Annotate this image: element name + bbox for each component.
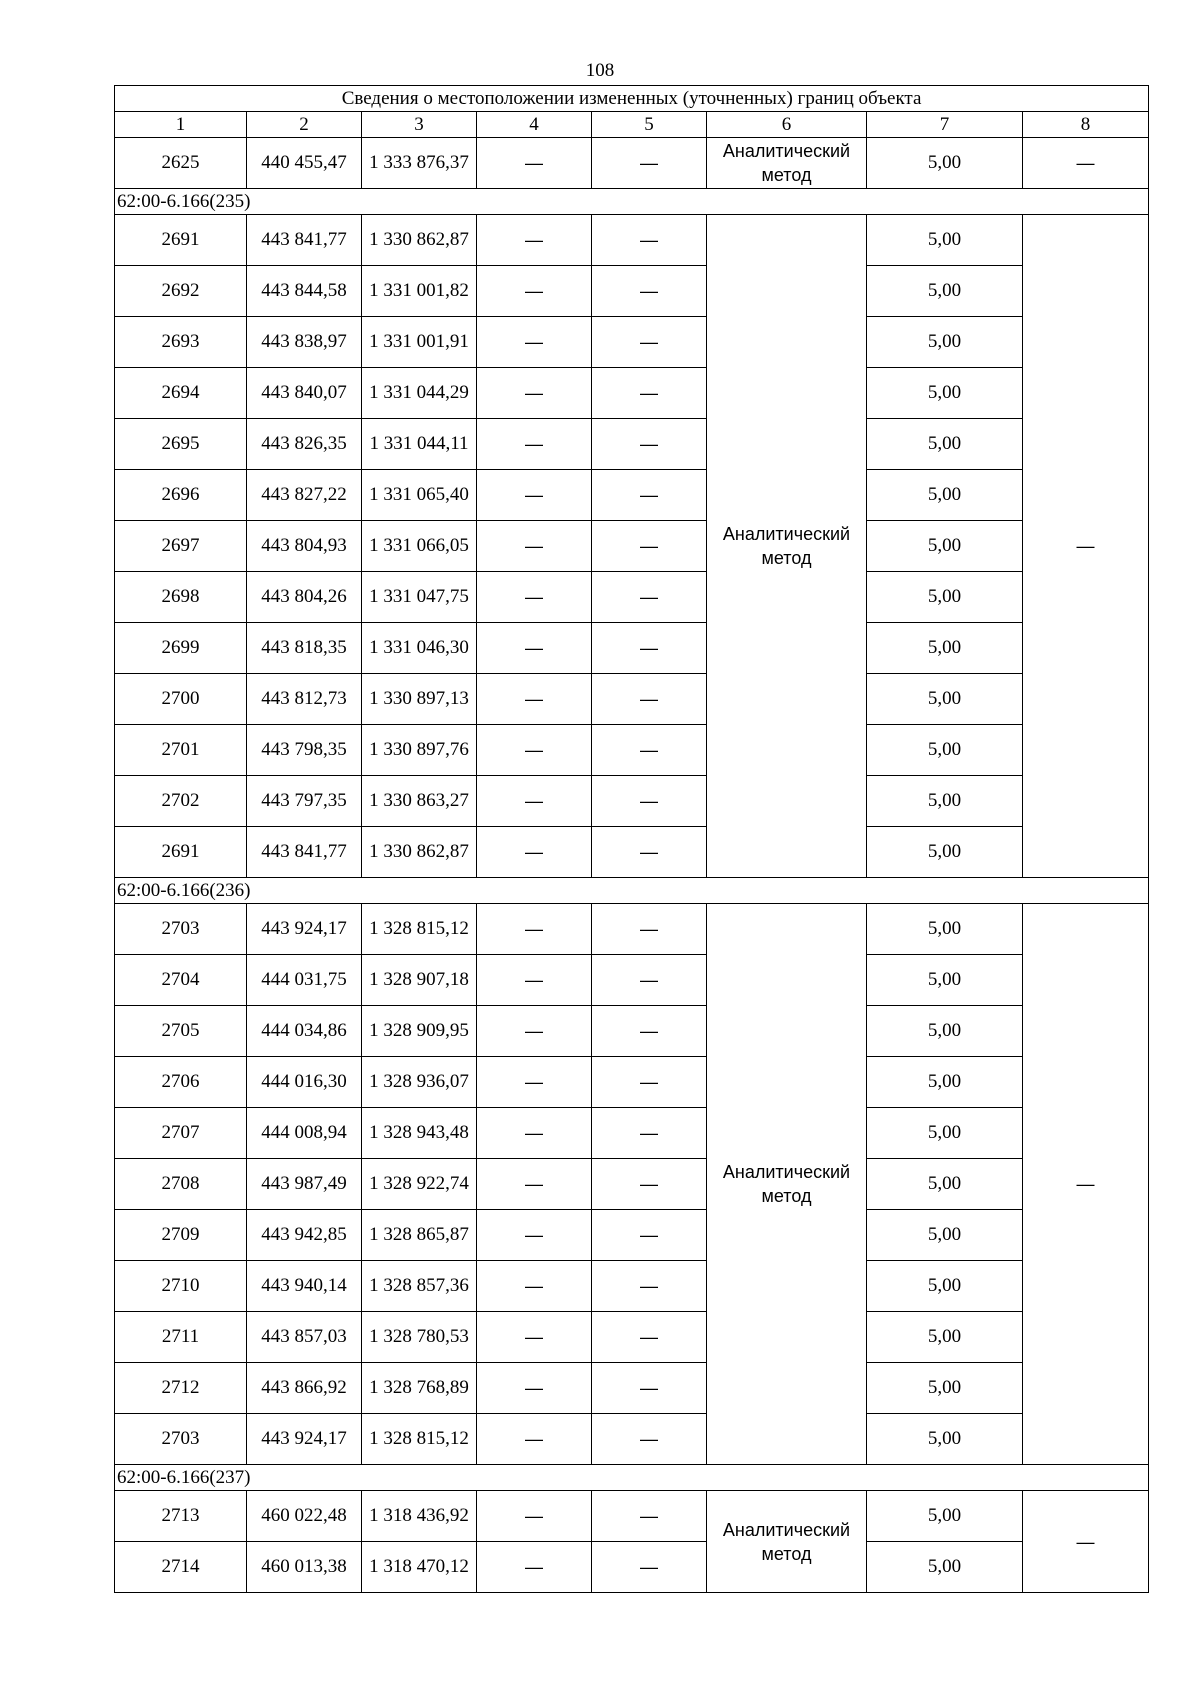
column-4-value: — — [477, 572, 592, 623]
coordinate-y: 1 333 876,37 — [362, 138, 477, 189]
coordinate-x: 444 031,75 — [247, 955, 362, 1006]
coordinate-y: 1 328 815,12 — [362, 904, 477, 955]
column-5-value: — — [592, 1210, 707, 1261]
coordinate-y: 1 330 862,87 — [362, 215, 477, 266]
method-line-2: метод — [761, 165, 812, 185]
accuracy-value: 5,00 — [867, 1542, 1023, 1593]
table-row — [115, 572, 1149, 623]
method-cell — [707, 904, 867, 1465]
point-number: 2701 — [115, 725, 247, 776]
table-row — [115, 470, 1149, 521]
column-header: 2 — [247, 112, 362, 138]
column-5-value: — — [592, 776, 707, 827]
coordinate-x: 443 987,49 — [247, 1159, 362, 1210]
coordinate-y: 1 328 768,89 — [362, 1363, 477, 1414]
point-number: 2697 — [115, 521, 247, 572]
coordinate-x: 443 841,77 — [247, 827, 362, 878]
coordinate-x: 443 804,93 — [247, 521, 362, 572]
table-row — [115, 317, 1149, 368]
accuracy-value: 5,00 — [867, 521, 1023, 572]
point-number: 2704 — [115, 955, 247, 1006]
coordinate-y: 1 328 936,07 — [362, 1057, 477, 1108]
table-row — [115, 368, 1149, 419]
column-5-value: — — [592, 470, 707, 521]
table-row — [115, 623, 1149, 674]
coordinate-x: 443 844,58 — [247, 266, 362, 317]
point-number: 2691 — [115, 215, 247, 266]
accuracy-value: 5,00 — [867, 955, 1023, 1006]
column-5-value: — — [592, 1491, 707, 1542]
method-line-2: метод — [761, 1543, 812, 1564]
coordinate-y: 1 330 862,87 — [362, 827, 477, 878]
method-line-1: Аналитический — [722, 1162, 851, 1182]
column-4-value: — — [477, 1414, 592, 1465]
point-number: 2710 — [115, 1261, 247, 1312]
table-row — [115, 1363, 1149, 1414]
coordinate-y: 1 330 897,76 — [362, 725, 477, 776]
accuracy-value: 5,00 — [867, 1261, 1023, 1312]
column-5-value: — — [592, 1542, 707, 1593]
accuracy-value: 5,00 — [867, 317, 1023, 368]
table-row — [115, 1159, 1149, 1210]
column-8-value: — — [1023, 215, 1149, 878]
accuracy-value: 5,00 — [867, 368, 1023, 419]
column-4-value: — — [477, 674, 592, 725]
boundary-coordinates-table — [114, 85, 1149, 1593]
table-row — [115, 215, 1149, 266]
coordinate-y: 1 331 001,91 — [362, 317, 477, 368]
accuracy-value: 5,00 — [867, 674, 1023, 725]
column-4-value: — — [477, 1108, 592, 1159]
page-number: 108 — [585, 60, 615, 81]
table-row — [115, 521, 1149, 572]
group-header-row — [115, 1465, 1149, 1491]
coordinate-x: 460 022,48 — [247, 1491, 362, 1542]
point-number: 2692 — [115, 266, 247, 317]
coordinate-x: 443 826,35 — [247, 419, 362, 470]
column-5-value: — — [592, 1159, 707, 1210]
method-line-1: Аналитический — [722, 524, 851, 544]
column-4-value: — — [477, 776, 592, 827]
column-5-value: — — [592, 904, 707, 955]
column-4-value: — — [477, 1491, 592, 1542]
coordinate-x: 443 942,85 — [247, 1210, 362, 1261]
coordinate-x: 443 924,17 — [247, 1414, 362, 1465]
column-4-value: — — [477, 955, 592, 1006]
column-4-value: — — [477, 1363, 592, 1414]
column-header: 4 — [477, 112, 592, 138]
accuracy-value: 5,00 — [867, 725, 1023, 776]
coordinate-y: 1 331 065,40 — [362, 470, 477, 521]
column-header: 5 — [592, 112, 707, 138]
method-cell — [707, 1491, 867, 1593]
column-5-value: — — [592, 1312, 707, 1363]
point-number: 2703 — [115, 1414, 247, 1465]
point-number: 2695 — [115, 419, 247, 470]
method-line-2: метод — [761, 1186, 812, 1206]
coordinate-y: 1 331 044,11 — [362, 419, 477, 470]
column-4-value: — — [477, 623, 592, 674]
point-number: 2696 — [115, 470, 247, 521]
coordinate-x: 443 838,97 — [247, 317, 362, 368]
column-header-row — [115, 112, 1149, 138]
point-number: 2713 — [115, 1491, 247, 1542]
coordinate-y: 1 328 909,95 — [362, 1006, 477, 1057]
column-5-value: — — [592, 1414, 707, 1465]
point-number: 2700 — [115, 674, 247, 725]
column-5-value: — — [592, 419, 707, 470]
column-8-value: — — [1023, 1491, 1149, 1593]
table-row — [115, 1210, 1149, 1261]
point-number: 2705 — [115, 1006, 247, 1057]
point-number: 2691 — [115, 827, 247, 878]
column-8-value: — — [1023, 138, 1149, 189]
coordinate-y: 1 328 943,48 — [362, 1108, 477, 1159]
method-line-1: Аналитический — [722, 1519, 851, 1540]
table-row — [115, 827, 1149, 878]
accuracy-value: 5,00 — [867, 1006, 1023, 1057]
point-number: 2714 — [115, 1542, 247, 1593]
coordinate-y: 1 331 044,29 — [362, 368, 477, 419]
column-4-value: — — [477, 827, 592, 878]
column-4-value: — — [477, 1159, 592, 1210]
coordinate-y: 1 331 001,82 — [362, 266, 477, 317]
table-row — [115, 725, 1149, 776]
column-5-value: — — [592, 368, 707, 419]
coordinate-y: 1 328 922,74 — [362, 1159, 477, 1210]
coordinate-x: 443 804,26 — [247, 572, 362, 623]
column-4-value: — — [477, 317, 592, 368]
coordinate-y: 1 318 436,92 — [362, 1491, 477, 1542]
coordinate-x: 444 016,30 — [247, 1057, 362, 1108]
table-title-row — [115, 86, 1149, 112]
column-5-value: — — [592, 674, 707, 725]
parcel-id: 62:00-6.166(236) — [115, 878, 1149, 904]
table-row — [115, 904, 1149, 955]
point-number: 2712 — [115, 1363, 247, 1414]
table-row — [115, 1414, 1149, 1465]
column-5-value: — — [592, 1363, 707, 1414]
table-row — [115, 138, 1149, 189]
column-4-value: — — [477, 1261, 592, 1312]
column-5-value: — — [592, 215, 707, 266]
coordinate-x: 443 818,35 — [247, 623, 362, 674]
table-row — [115, 776, 1149, 827]
accuracy-value: 5,00 — [867, 419, 1023, 470]
table-row — [115, 1108, 1149, 1159]
point-number: 2711 — [115, 1312, 247, 1363]
column-5-value: — — [592, 266, 707, 317]
point-number: 2625 — [115, 138, 247, 189]
column-4-value: — — [477, 138, 592, 189]
coordinate-x: 443 841,77 — [247, 215, 362, 266]
accuracy-value: 5,00 — [867, 776, 1023, 827]
accuracy-value: 5,00 — [867, 1491, 1023, 1542]
point-number: 2707 — [115, 1108, 247, 1159]
table-row — [115, 1006, 1149, 1057]
coordinate-x: 443 924,17 — [247, 904, 362, 955]
table-row — [115, 955, 1149, 1006]
parcel-id: 62:00-6.166(235) — [115, 189, 1149, 215]
accuracy-value: 5,00 — [867, 266, 1023, 317]
column-5-value: — — [592, 623, 707, 674]
accuracy-value: 5,00 — [867, 1414, 1023, 1465]
accuracy-value: 5,00 — [867, 1210, 1023, 1261]
column-4-value: — — [477, 1006, 592, 1057]
coordinate-x: 443 798,35 — [247, 725, 362, 776]
table-row — [115, 1542, 1149, 1593]
column-5-value: — — [592, 572, 707, 623]
accuracy-value: 5,00 — [867, 1312, 1023, 1363]
table-row — [115, 266, 1149, 317]
column-5-value: — — [592, 521, 707, 572]
column-4-value: — — [477, 1542, 592, 1593]
coordinate-x: 443 840,07 — [247, 368, 362, 419]
coordinate-y: 1 331 046,30 — [362, 623, 477, 674]
accuracy-value: 5,00 — [867, 572, 1023, 623]
column-4-value: — — [477, 904, 592, 955]
table-row — [115, 1312, 1149, 1363]
column-5-value: — — [592, 1108, 707, 1159]
column-4-value: — — [477, 1057, 592, 1108]
coordinate-x: 444 008,94 — [247, 1108, 362, 1159]
column-4-value: — — [477, 1312, 592, 1363]
column-5-value: — — [592, 1261, 707, 1312]
accuracy-value: 5,00 — [867, 1159, 1023, 1210]
column-5-value: — — [592, 827, 707, 878]
coordinate-x: 460 013,38 — [247, 1542, 362, 1593]
accuracy-value: 5,00 — [867, 623, 1023, 674]
column-4-value: — — [477, 470, 592, 521]
column-5-value: — — [592, 725, 707, 776]
column-header: 7 — [867, 112, 1023, 138]
column-8-value: — — [1023, 904, 1149, 1465]
method-line-2: метод — [761, 548, 812, 568]
accuracy-value: 5,00 — [867, 470, 1023, 521]
accuracy-value: 5,00 — [867, 1363, 1023, 1414]
coordinate-y: 1 328 815,12 — [362, 1414, 477, 1465]
point-number: 2709 — [115, 1210, 247, 1261]
coordinate-y: 1 330 897,13 — [362, 674, 477, 725]
column-5-value: — — [592, 955, 707, 1006]
table-row — [115, 674, 1149, 725]
point-number: 2706 — [115, 1057, 247, 1108]
column-5-value: — — [592, 138, 707, 189]
coordinate-x: 443 857,03 — [247, 1312, 362, 1363]
coordinate-y: 1 331 066,05 — [362, 521, 477, 572]
point-number: 2698 — [115, 572, 247, 623]
point-number: 2708 — [115, 1159, 247, 1210]
accuracy-value: 5,00 — [867, 138, 1023, 189]
coordinate-y: 1 331 047,75 — [362, 572, 477, 623]
coordinate-x: 444 034,86 — [247, 1006, 362, 1057]
point-number: 2693 — [115, 317, 247, 368]
point-number: 2694 — [115, 368, 247, 419]
column-4-value: — — [477, 725, 592, 776]
column-4-value: — — [477, 521, 592, 572]
point-number: 2699 — [115, 623, 247, 674]
column-5-value: — — [592, 1006, 707, 1057]
accuracy-value: 5,00 — [867, 1057, 1023, 1108]
coordinate-y: 1 330 863,27 — [362, 776, 477, 827]
table-row — [115, 1491, 1149, 1542]
accuracy-value: 5,00 — [867, 904, 1023, 955]
column-header: 8 — [1023, 112, 1149, 138]
group-header-row — [115, 878, 1149, 904]
coordinate-y: 1 328 907,18 — [362, 955, 477, 1006]
parcel-id: 62:00-6.166(237) — [115, 1465, 1149, 1491]
column-4-value: — — [477, 1210, 592, 1261]
coordinate-x: 443 797,35 — [247, 776, 362, 827]
point-number: 2702 — [115, 776, 247, 827]
accuracy-value: 5,00 — [867, 215, 1023, 266]
point-number: 2703 — [115, 904, 247, 955]
table-title: Сведения о местоположении измененных (уточненных) границ объекта — [115, 86, 1149, 112]
coordinate-x: 443 866,92 — [247, 1363, 362, 1414]
column-header: 1 — [115, 112, 247, 138]
coordinate-x: 440 455,47 — [247, 138, 362, 189]
table-row — [115, 1057, 1149, 1108]
method-cell — [707, 215, 867, 878]
column-header: 3 — [362, 112, 477, 138]
column-4-value: — — [477, 266, 592, 317]
method-cell — [707, 138, 867, 189]
column-5-value: — — [592, 1057, 707, 1108]
accuracy-value: 5,00 — [867, 1108, 1023, 1159]
coordinate-x: 443 812,73 — [247, 674, 362, 725]
method-line-1: Аналитический — [722, 141, 851, 161]
group-header-row — [115, 189, 1149, 215]
column-4-value: — — [477, 215, 592, 266]
coordinate-x: 443 827,22 — [247, 470, 362, 521]
coordinate-y: 1 328 865,87 — [362, 1210, 477, 1261]
coordinate-y: 1 318 470,12 — [362, 1542, 477, 1593]
table-row — [115, 1261, 1149, 1312]
coordinate-y: 1 328 857,36 — [362, 1261, 477, 1312]
column-4-value: — — [477, 419, 592, 470]
coordinate-y: 1 328 780,53 — [362, 1312, 477, 1363]
accuracy-value: 5,00 — [867, 827, 1023, 878]
column-4-value: — — [477, 368, 592, 419]
column-5-value: — — [592, 317, 707, 368]
column-header: 6 — [707, 112, 867, 138]
table-row — [115, 419, 1149, 470]
coordinate-x: 443 940,14 — [247, 1261, 362, 1312]
